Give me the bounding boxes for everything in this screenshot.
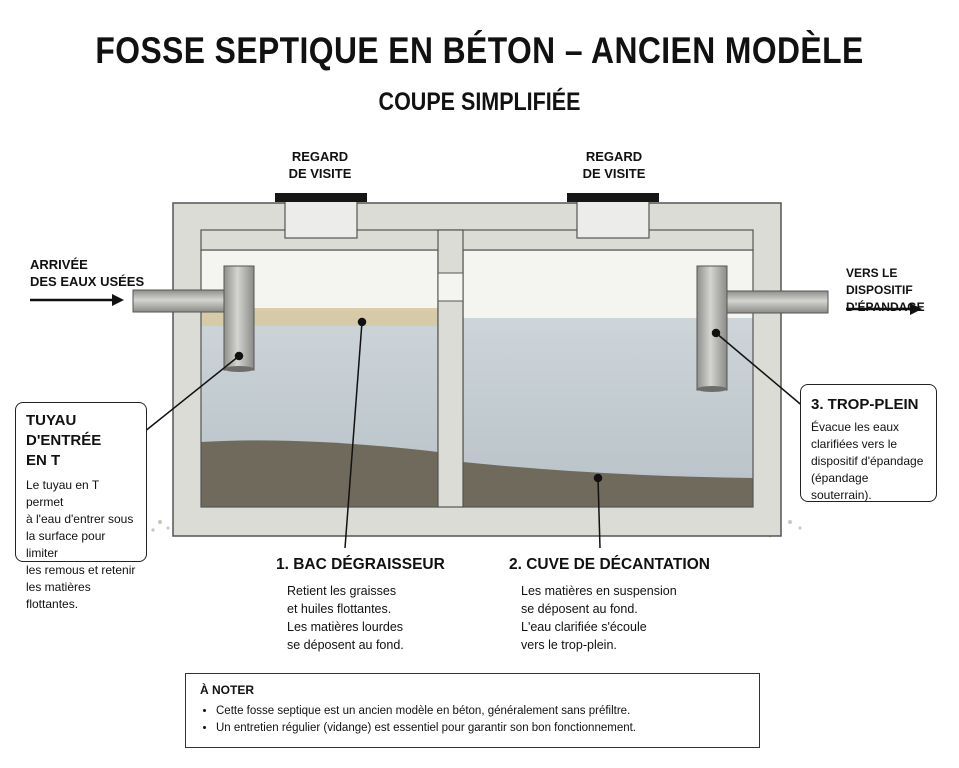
manhole-left-label: REGARD DE VISITE — [288, 149, 352, 181]
grease-trap-description: Retient les graisses et huiles flottantes. Les matières lourdes se déposent au fond. — [287, 584, 404, 652]
inlet-pipe-callout: TUYAU D'ENTRÉE EN T Le tuyau en T permet à l'eau d'entrer sous la surface pour limiter les remous et retenir les matières flottantes. — [15, 402, 147, 562]
inlet-label: ARRIVÉE DES EAUX USÉES — [30, 257, 145, 289]
manhole-right-label: REGARD DE VISITE — [582, 149, 646, 181]
manhole-left — [275, 193, 367, 238]
note-item: • Un entretien régulier (vidange) est essentiel pour garantir son bon fonctionnement. — [216, 720, 745, 737]
diagram-title: FOSSE SEPTIQUE EN BÉTON – ANCIEN MODÈLE — [95, 30, 864, 71]
sludge-left — [201, 440, 438, 507]
settling-tank-description: Les matières en suspension se déposent au fond. L'eau clarifiée s'écoule vers le trop-plein. — [521, 584, 677, 652]
note-item: • Cette fosse septique est un ancien modèle en béton, généralement sans préfiltre. — [216, 703, 745, 720]
overflow-callout: 3. TROP-PLEIN Évacue les eaux clarifiées vers le dispositif d'épandage (épandage souterrain). — [800, 384, 937, 502]
partition-wall — [438, 230, 463, 507]
note-list — [200, 703, 745, 737]
outlet-label: VERS LE DISPOSITIF D'ÉPANDAGE — [846, 266, 925, 314]
grease-trap-title: 1. BAC DÉGRAISSEUR — [276, 556, 445, 573]
diagram-subtitle: COUPE SIMPLIFIÉE — [378, 88, 581, 116]
manhole-right — [567, 193, 659, 238]
note-title: À NOTER — [200, 683, 254, 697]
top-slab — [201, 230, 753, 250]
inlet-arrow — [30, 294, 124, 306]
note-box — [185, 673, 760, 748]
settling-tank-title: 2. CUVE DE DÉCANTATION — [509, 556, 710, 573]
